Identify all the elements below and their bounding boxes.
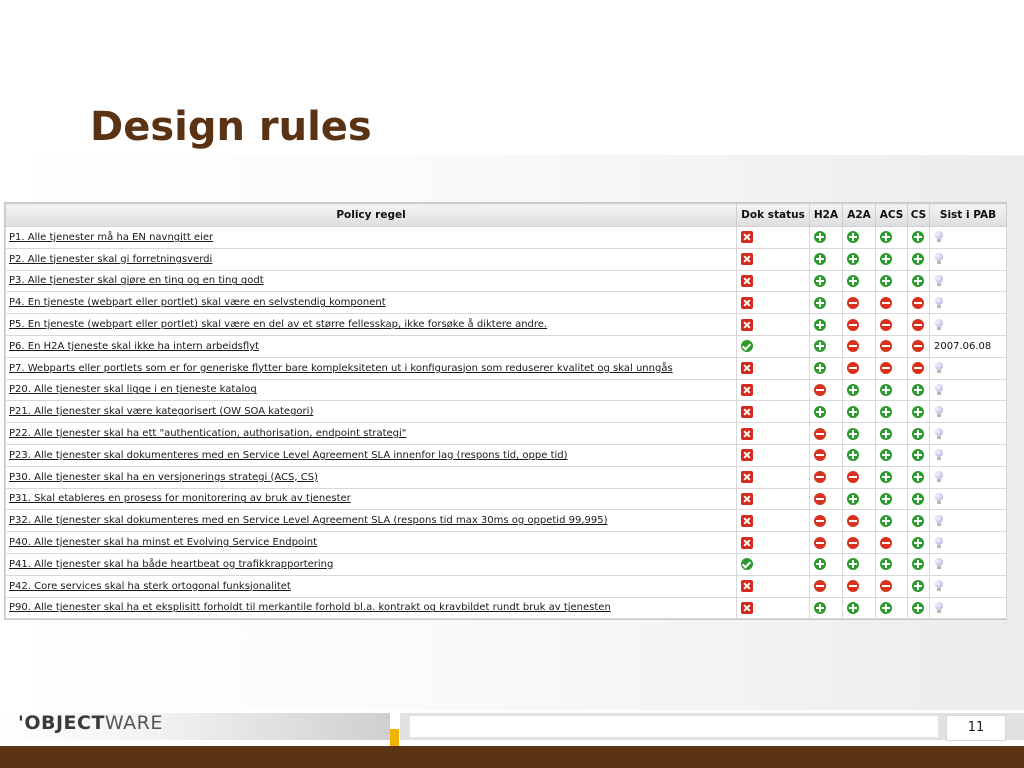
bottom-brand-bar [0,746,1024,768]
plus-icon [912,253,924,265]
a2a-cell [843,270,876,292]
acs-cell [876,466,908,488]
policy-cell [6,488,737,510]
policy-table [4,202,1007,620]
lightbulb-icon [934,602,944,614]
plus-icon [912,449,924,461]
policy-cell [6,379,737,401]
sist-i-pab-cell [930,379,1007,401]
error-icon [741,493,753,505]
cs-cell [908,357,930,379]
plus-icon [814,275,826,287]
plus-icon [880,253,892,265]
h2a-cell [810,532,843,554]
logo-part1: 'OBJECT [18,712,105,734]
a2a-cell [843,401,876,423]
lightbulb-icon [934,384,944,396]
dok-cell [737,292,810,314]
acs-cell [876,488,908,510]
plus-icon [814,602,826,614]
minus-icon [847,340,859,352]
cs-cell [908,444,930,466]
dok-cell [737,248,810,270]
error-icon [741,537,753,549]
table-row [6,335,1007,357]
acs-cell [876,444,908,466]
policy-link[interactable]: P90. Alle tjenester skal ha et eksplisitt forholdt til merkantile forhold bl.a. kontrakt og kravbildet rundt bruk av tjenesten [9,602,611,614]
h2a-cell [810,292,843,314]
acs-cell [876,314,908,336]
plus-icon [814,406,826,418]
policy-link[interactable]: P2. Alle tjenester skal gi forretningsverdi [9,253,213,265]
table-row [6,466,1007,488]
policy-link[interactable]: P31. Skal etableres en prosess for monitorering av bruk av tjenester [9,493,351,505]
plus-icon [847,428,859,440]
plus-icon [912,493,924,505]
minus-icon [880,537,892,549]
plus-icon [912,558,924,570]
plus-icon [880,384,892,396]
dok-cell [737,466,810,488]
policy-cell [6,357,737,379]
sist-i-pab-cell [930,401,1007,423]
lightbulb-icon [934,558,944,570]
acs-cell [876,335,908,357]
h2a-cell [810,401,843,423]
cs-cell [908,466,930,488]
plus-icon [880,449,892,461]
acs-cell [876,357,908,379]
plus-icon [912,275,924,287]
minus-icon [912,362,924,374]
error-icon [741,428,753,440]
h2a-cell [810,314,843,336]
policy-link[interactable]: P7. Webparts eller portlets som er for generiske flytter bare kompleksiteten ut i konfigurasjon som reduserer kvalitet og skal unngås [9,362,673,374]
plus-icon [814,340,826,352]
h2a-cell [810,335,843,357]
policy-cell [6,314,737,336]
policy-cell [6,553,737,575]
sist-i-pab-cell [930,488,1007,510]
minus-icon [847,297,859,309]
plus-icon [814,253,826,265]
error-icon [741,253,753,265]
policy-link[interactable]: P40. Alle tjenester skal ha minst et Evolving Service Endpoint [9,537,318,549]
error-icon [741,297,753,309]
acs-cell [876,597,908,619]
plus-icon [880,515,892,527]
plus-icon [912,471,924,483]
acs-cell [876,227,908,249]
acs-cell [876,292,908,314]
plus-icon [880,471,892,483]
h2a-cell [810,227,843,249]
minus-icon [814,428,826,440]
sist-i-pab-cell [930,357,1007,379]
policy-link[interactable]: P3. Alle tjenester skal gjøre en ting og en ting godt [9,275,264,287]
policy-link[interactable]: P41. Alle tjenester skal ha både heartbeat og trafikkrapportering [9,558,334,570]
error-icon [741,384,753,396]
minus-icon [880,340,892,352]
sist-i-pab-cell [930,466,1007,488]
policy-cell [6,597,737,619]
objectware-logo [18,712,163,734]
dok-cell [737,553,810,575]
error-icon [741,406,753,418]
dok-cell [737,314,810,336]
table-row [6,597,1007,619]
table-row [6,444,1007,466]
minus-icon [814,515,826,527]
error-icon [741,319,753,331]
sist-i-pab-cell [930,597,1007,619]
policy-cell [6,466,737,488]
logo-part2: WARE [104,712,163,734]
acs-cell [876,401,908,423]
column-header-policy: Policy regel [6,204,737,227]
a2a-cell [843,510,876,532]
cs-cell [908,401,930,423]
policy-cell [6,575,737,597]
table-row [6,423,1007,445]
minus-icon [912,340,924,352]
table-row [6,292,1007,314]
plus-icon [847,275,859,287]
error-icon [741,602,753,614]
plus-icon [814,319,826,331]
acs-cell [876,270,908,292]
policy-cell [6,248,737,270]
sist-i-pab-cell [930,444,1007,466]
dok-cell [737,575,810,597]
plus-icon [880,275,892,287]
plus-icon [912,537,924,549]
column-header-h2a: H2A [810,204,843,227]
column-header-cs: CS [908,204,930,227]
dok-cell [737,227,810,249]
error-icon [741,580,753,592]
check-icon [741,340,753,352]
table-row [6,553,1007,575]
cs-cell [908,553,930,575]
h2a-cell [810,488,843,510]
table-body [6,227,1007,619]
sist-i-pab-cell [930,532,1007,554]
a2a-cell [843,597,876,619]
column-header-acs: ACS [876,204,908,227]
plus-icon [880,602,892,614]
check-icon [741,558,753,570]
minus-icon [814,580,826,592]
policy-cell [6,401,737,423]
policy-link[interactable]: P4. En tjeneste (webpart eller portlet) skal være en selvstendig komponent [9,297,386,309]
policy-link[interactable]: P1. Alle tjenester må ha EN navngitt eier [9,231,214,243]
error-icon [741,362,753,374]
lightbulb-icon [934,537,944,549]
table-row [6,532,1007,554]
minus-icon [847,515,859,527]
footer-field [410,716,938,737]
minus-icon [880,319,892,331]
acs-cell [876,553,908,575]
plus-icon [847,406,859,418]
policy-cell [6,292,737,314]
table-row [6,379,1007,401]
plus-icon [912,231,924,243]
a2a-cell [843,488,876,510]
policy-link[interactable]: P21. Alle tjenester skal være kategorisert (OW SOA kategori) [9,406,314,418]
minus-icon [814,493,826,505]
table-row [6,227,1007,249]
plus-icon [880,428,892,440]
a2a-cell [843,314,876,336]
policy-link[interactable]: P30. Alle tjenester skal ha en versjonerings strategi (ACS, CS) [9,471,318,483]
cs-cell [908,510,930,532]
cs-cell [908,248,930,270]
policy-cell [6,532,737,554]
acs-cell [876,510,908,532]
acs-cell [876,575,908,597]
acs-cell [876,248,908,270]
sist-i-pab-cell [930,423,1007,445]
acs-cell [876,379,908,401]
minus-icon [847,537,859,549]
lightbulb-icon [934,449,944,461]
policy-link[interactable]: P5. En tjeneste (webpart eller portlet) skal være en del av et større fellesskap, ikke forsøke å diktere andre. [9,319,548,331]
policy-cell [6,335,737,357]
minus-icon [847,319,859,331]
policy-link[interactable]: P22. Alle tjenester skal ha ett "authentication, authorisation, endpoint strategi" [9,428,407,440]
dok-cell [737,357,810,379]
minus-icon [814,384,826,396]
policy-link[interactable]: P23. Alle tjenester skal dokumenteres med en Service Level Agreement SLA innenfor lag (respons tid, oppe tid) [9,449,568,461]
lightbulb-icon [934,428,944,440]
dok-cell [737,379,810,401]
plus-icon [880,406,892,418]
column-header-sist-i-pab: Sist i PAB [930,204,1007,227]
a2a-cell [843,357,876,379]
cs-cell [908,379,930,401]
sist-i-pab-cell [930,292,1007,314]
a2a-cell [843,423,876,445]
table-row [6,575,1007,597]
column-header-dok-status: Dok status [737,204,810,227]
lightbulb-icon [934,471,944,483]
h2a-cell [810,270,843,292]
table-row [6,248,1007,270]
table-row [6,510,1007,532]
slide-title: Design rules [90,104,372,150]
dok-cell [737,532,810,554]
dok-cell [737,488,810,510]
plus-icon [912,580,924,592]
dok-cell [737,597,810,619]
sist-i-pab-cell [930,575,1007,597]
minus-icon [880,580,892,592]
a2a-cell [843,553,876,575]
policy-cell [6,510,737,532]
a2a-cell [843,292,876,314]
plus-icon [847,602,859,614]
cs-cell [908,423,930,445]
a2a-cell [843,444,876,466]
policy-link[interactable]: P6. En H2A tjeneste skal ikke ha intern arbeidsflyt [9,340,260,352]
a2a-cell [843,248,876,270]
sist-i-pab-cell [930,510,1007,532]
lightbulb-icon [934,493,944,505]
h2a-cell [810,575,843,597]
minus-icon [880,362,892,374]
cs-cell [908,575,930,597]
lightbulb-icon [934,275,944,287]
page-number: 11 [946,715,1006,741]
h2a-cell [810,423,843,445]
minus-icon [880,297,892,309]
a2a-cell [843,335,876,357]
lightbulb-icon [934,515,944,527]
error-icon [741,471,753,483]
acs-cell [876,532,908,554]
policy-cell [6,270,737,292]
minus-icon [847,580,859,592]
dok-cell [737,401,810,423]
table-row [6,357,1007,379]
acs-cell [876,423,908,445]
sist-i-pab-cell [930,553,1007,575]
lightbulb-icon [934,253,944,265]
minus-icon [912,319,924,331]
error-icon [741,449,753,461]
h2a-cell [810,510,843,532]
h2a-cell [810,379,843,401]
sist-i-pab-cell [930,314,1007,336]
plus-icon [847,384,859,396]
cs-cell [908,314,930,336]
dok-cell [737,510,810,532]
plus-icon [814,297,826,309]
sist-i-pab-cell [930,248,1007,270]
dok-cell [737,423,810,445]
cs-cell [908,597,930,619]
a2a-cell [843,379,876,401]
h2a-cell [810,248,843,270]
plus-icon [880,493,892,505]
table-row [6,270,1007,292]
cs-cell [908,270,930,292]
policy-cell [6,444,737,466]
a2a-cell [843,466,876,488]
plus-icon [847,449,859,461]
sist-i-pab-cell [930,227,1007,249]
h2a-cell [810,553,843,575]
plus-icon [912,515,924,527]
plus-icon [847,493,859,505]
cs-cell [908,532,930,554]
dok-cell [737,270,810,292]
h2a-cell [810,444,843,466]
plus-icon [912,428,924,440]
plus-icon [814,558,826,570]
policy-link[interactable]: P42. Core services skal ha sterk ortogonal funksjonalitet [9,580,291,592]
table-header-row [6,204,1007,227]
error-icon [741,231,753,243]
lightbulb-icon [934,231,944,243]
plus-icon [847,558,859,570]
a2a-cell [843,532,876,554]
plus-icon [814,231,826,243]
plus-icon [847,253,859,265]
dok-cell [737,444,810,466]
policy-link[interactable]: P32. Alle tjenester skal dokumenteres med en Service Level Agreement SLA (respons tid max 30ms og oppetid 99,995) [9,515,608,527]
column-header-a2a: A2A [843,204,876,227]
cs-cell [908,488,930,510]
table-row [6,401,1007,423]
policy-cell [6,423,737,445]
minus-icon [814,471,826,483]
lightbulb-icon [934,406,944,418]
cs-cell [908,292,930,314]
lightbulb-icon [934,580,944,592]
minus-icon [847,362,859,374]
minus-icon [814,449,826,461]
sist-i-pab-date: 2007.06.08 [934,340,992,352]
sist-i-pab-cell [930,335,1007,357]
error-icon [741,275,753,287]
plus-icon [880,231,892,243]
cs-cell [908,227,930,249]
minus-icon [847,471,859,483]
plus-icon [912,384,924,396]
lightbulb-icon [934,319,944,331]
a2a-cell [843,575,876,597]
plus-icon [912,602,924,614]
minus-icon [814,537,826,549]
lightbulb-icon [934,362,944,374]
minus-icon [912,297,924,309]
policy-cell [6,227,737,249]
h2a-cell [810,466,843,488]
a2a-cell [843,227,876,249]
plus-icon [847,231,859,243]
dok-cell [737,335,810,357]
h2a-cell [810,597,843,619]
sist-i-pab-cell [930,270,1007,292]
lightbulb-icon [934,297,944,309]
cs-cell [908,335,930,357]
table-row [6,314,1007,336]
h2a-cell [810,357,843,379]
plus-icon [814,362,826,374]
plus-icon [912,406,924,418]
error-icon [741,515,753,527]
table-row [6,488,1007,510]
plus-icon [880,558,892,570]
policy-link[interactable]: P20. Alle tjenester skal ligge i en tjeneste katalog [9,384,257,396]
